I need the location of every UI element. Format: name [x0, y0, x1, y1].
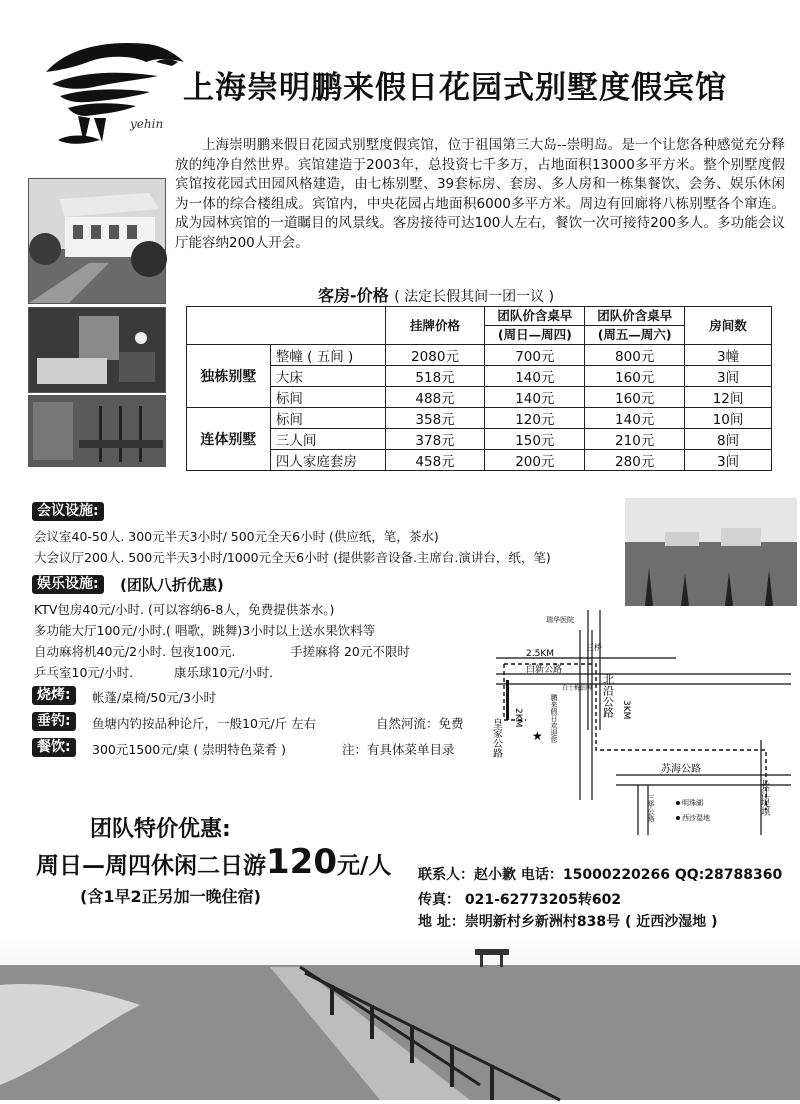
weekday-price: 200元	[485, 450, 585, 471]
page-title: 上海崇明鹏来假日花园式别墅度假宾馆	[183, 70, 727, 106]
table-row	[187, 429, 772, 450]
table-row	[187, 408, 772, 429]
mahjong-hand: 手搓麻将 20元不限时	[290, 644, 410, 659]
list-price: 458元	[385, 450, 485, 471]
list-price: 518元	[385, 366, 485, 387]
fishing-text: 鱼塘内钓按品种论斤，一般10元/斤 左右	[92, 716, 317, 731]
price-heading-title: 客房-价格	[318, 286, 389, 305]
price-table	[186, 306, 772, 471]
promo-line1-text: 周日—周四休闲二日游	[36, 853, 266, 879]
price-heading-note: ( 法定长假其间一团一议 )	[394, 289, 555, 305]
list-price: 488元	[385, 387, 485, 408]
weekend-price: 140元	[585, 408, 685, 429]
table-header-row	[187, 307, 772, 326]
hall-photo	[28, 395, 166, 467]
header-weekday-2: (周日—周四)	[485, 326, 585, 345]
weekday-price: 700元	[485, 345, 585, 366]
fishing-river: 自然河流：免费	[376, 716, 464, 731]
room-photo	[28, 307, 166, 393]
promo-sub: (含1早2正另加一晚住宿)	[80, 887, 261, 906]
map-beiyan-road: 北沿公路	[601, 674, 615, 718]
weekend-price: 160元	[585, 387, 685, 408]
room-count: 12间	[685, 387, 772, 408]
map-dist-top: 2.5KM	[526, 649, 554, 659]
entertainment-label: 娱乐设施:	[32, 575, 104, 594]
map-sanhua-road: 三华公路	[647, 794, 655, 822]
bbq-label: 烧烤:	[32, 686, 76, 705]
dining-text: 300元1500元/桌 ( 崇明特色菜肴 )	[92, 742, 287, 757]
billiards: 康乐球10元/小时.	[174, 665, 274, 680]
table-row	[187, 450, 772, 471]
header-weekend-1: 团队价含桌早	[585, 307, 685, 326]
promo-price: 120	[266, 842, 337, 882]
entertainment-line-2: 多功能大厅100元/小时.( 唱歌，跳舞)3小时以上送水果饮料等	[34, 623, 376, 638]
room-type: 标间	[270, 408, 385, 429]
location-map	[490, 610, 791, 835]
map-suhai-road: 苏海公路	[661, 764, 701, 775]
room-count: 10间	[685, 408, 772, 429]
pingpong: 乒乓室10元/小时.	[34, 665, 134, 680]
bbq-text: 帐蓬/桌椅/50元/3小时	[92, 690, 216, 705]
room-type: 三人间	[270, 429, 385, 450]
promo-main	[36, 842, 391, 882]
room-type: 标间	[270, 387, 385, 408]
map-xisha-wetland: 西沙湿地	[682, 814, 710, 822]
list-price: 2080元	[385, 345, 485, 366]
weekend-price: 210元	[585, 429, 685, 450]
wetland-photo	[0, 935, 800, 1100]
promo-unit: 元/人	[336, 853, 392, 879]
map-hospital: 瑞华医院	[546, 616, 574, 624]
eagle-logo-icon	[38, 32, 188, 150]
list-price: 378元	[385, 429, 485, 450]
promo-title: 团队特价优惠:	[90, 817, 231, 842]
fishing-label: 垂钓:	[32, 712, 76, 731]
garden-photo	[625, 498, 797, 606]
map-changjiang-dam: 长江堤坝	[759, 780, 769, 816]
hotel-logo	[38, 32, 188, 150]
meeting-label: 会议设施:	[32, 502, 104, 521]
header-blank-cell	[187, 307, 386, 345]
header-list-price: 挂牌价格	[385, 307, 485, 345]
contact-address: 地 址：崇明新村乡新洲村838号 ( 近西沙湿地 )	[418, 914, 718, 930]
weekend-price: 280元	[585, 450, 685, 471]
weekend-price: 800元	[585, 345, 685, 366]
dining-note: 注：有具体菜单目录	[342, 742, 455, 757]
room-count: 3间	[685, 450, 772, 471]
room-count: 8间	[685, 429, 772, 450]
map-baixin-road: 白新公路	[526, 665, 563, 675]
map-bus-stop: 白士梅站牌	[562, 685, 593, 692]
map-dist-right: 3KM	[621, 700, 631, 720]
map-hotel-marker: 鹏来假日欢迎您	[550, 694, 558, 743]
room-type: 大床	[270, 366, 385, 387]
map-sanqiao: 三桥	[586, 643, 602, 652]
room-type: 四人家庭套房	[270, 450, 385, 471]
map-huangjia-road: 皇家公路	[490, 718, 502, 758]
meeting-line-1: 会议室40-50人. 300元半天3小时/ 500元全天6小时 (供应纸，笔，茶水)	[34, 529, 439, 544]
villa-photo	[28, 178, 166, 304]
weekday-price: 140元	[485, 366, 585, 387]
mahjong-auto: 自动麻将机40元/2小时. 包夜100元.	[34, 644, 236, 659]
weekend-price: 160元	[585, 366, 685, 387]
entertainment-note: (团队八折优惠)	[120, 576, 224, 594]
weekday-price: 150元	[485, 429, 585, 450]
map-hotel-star-icon: ★	[532, 729, 543, 743]
contact-person: 联系人：赵小歉 电话：15000220266 QQ:28788360	[418, 867, 783, 883]
price-heading	[318, 283, 554, 306]
group-name: 独栋别墅	[187, 345, 271, 408]
table-row	[187, 366, 772, 387]
weekday-price: 140元	[485, 387, 585, 408]
list-price: 358元	[385, 408, 485, 429]
table-row	[187, 387, 772, 408]
room-count: 3间	[685, 366, 772, 387]
room-count: 3幢	[685, 345, 772, 366]
entertainment-line-1: KTV包房40元/小时. (可以容纳6-8人，免费提供茶水。)	[34, 602, 335, 617]
group-name: 连体别墅	[187, 408, 271, 471]
header-room-count: 房间数	[685, 307, 772, 345]
intro-paragraph: 上海崇明鹏来假日花园式别墅度假宾馆，位于祖国第三大岛--崇明岛。是一个让您各种感觉充分释放的纯净自然世界。宾馆建造于2003年，总投资七千多万，占地面积13000多平方米。整个别墅度假宾馆按花园式田园风格建造，由七栋别墅、39套标房、套房、多人房和一栋集餐饮、会务、娱乐休闲为一体的综合楼组成。宾馆内，中央花园占地面积6000多平方米。周边有回廊将八栋别墅各个窜连。成为园林宾馆的一道瞩目的风景线。客房接待可达100人左右，餐饮一次可接待200多人。多功能会议厅能容纳200人开会。	[175, 137, 785, 251]
header-weekday-1: 团队价含桌早	[485, 307, 585, 326]
contact-fax: 传真： 021-62773205转602	[418, 892, 622, 908]
map-mingzhu-lake: 明珠湖	[682, 799, 703, 807]
logo-signature: yehin	[130, 117, 164, 131]
header-weekend-2: (周五—周六)	[585, 326, 685, 345]
dining-label: 餐饮:	[32, 738, 76, 757]
weekday-price: 120元	[485, 408, 585, 429]
room-type: 整幢 ( 五间 )	[270, 345, 385, 366]
table-row	[187, 345, 772, 366]
meeting-line-2: 大会议厅200人. 500元半天3小时/1000元全天6小时 (提供影音设备.主席台.演讲台，纸，笔)	[34, 550, 551, 565]
map-dist-left: 2KM	[513, 708, 523, 728]
